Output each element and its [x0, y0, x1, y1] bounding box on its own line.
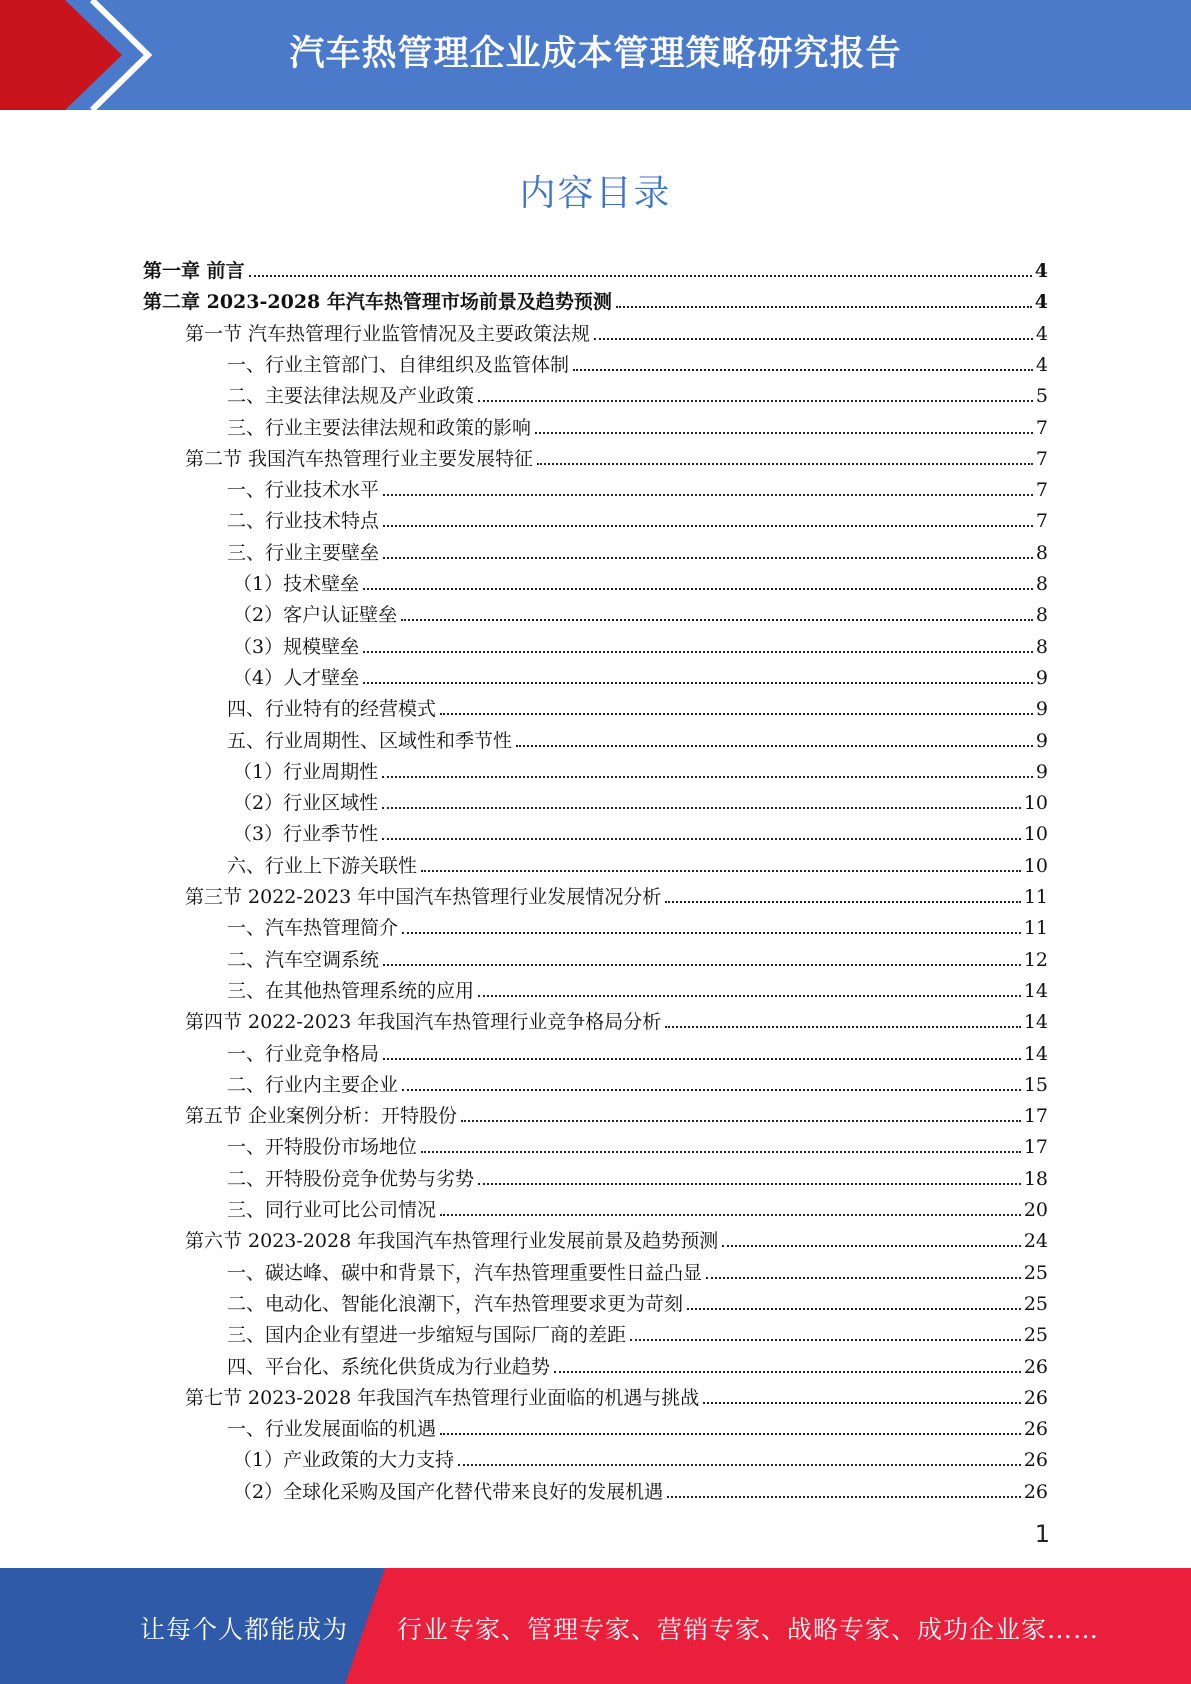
toc-entry-label: （3）行业季节性 [233, 823, 379, 846]
toc-dot-leader [363, 588, 1033, 590]
toc-entry-label: 第六节 2023-2028 年我国汽车热管理行业发展前景及趋势预测 [185, 1230, 719, 1253]
toc-entry-label: 二、开特股份竞争优势与劣势 [227, 1167, 475, 1190]
toc-subsection-entry[interactable] [233, 598, 1048, 626]
toc-dot-leader [382, 838, 1021, 840]
toc-subsection-entry[interactable] [227, 943, 1048, 971]
toc-subsection-entry[interactable] [233, 1475, 1048, 1503]
toc-entry-page: 8 [1035, 573, 1048, 595]
toc-dot-leader [402, 932, 1021, 934]
toc-entry-page: 20 [1023, 1199, 1048, 1221]
toc-entry-page: 26 [1023, 1480, 1048, 1503]
toc-subsection-entry[interactable] [227, 504, 1048, 532]
toc-dot-leader [382, 807, 1021, 809]
toc-dot-leader [616, 306, 1032, 308]
toc-entry-label: 第五节 企业案例分析：开特股份 [185, 1105, 458, 1128]
toc-entry-page: 9 [1035, 760, 1048, 783]
toc-subsection-entry[interactable] [227, 1037, 1048, 1065]
toc-dot-leader [478, 995, 1021, 997]
toc-subsection-entry[interactable] [227, 974, 1048, 1002]
toc-entry-label: 四、平台化、系统化供货成为行业趋势 [227, 1355, 551, 1378]
toc-entry-page: 10 [1023, 792, 1048, 815]
toc-subsection-entry[interactable] [227, 849, 1048, 877]
toc-chapter-entry[interactable] [143, 285, 1048, 313]
toc-entry-page: 9 [1035, 666, 1048, 689]
toc-entry-label: 二、主要法律法规及产业政策 [227, 385, 475, 408]
toc-entry-page: 12 [1023, 948, 1048, 971]
toc-subsection-entry[interactable] [227, 692, 1048, 720]
toc-subsection-entry[interactable] [227, 411, 1048, 439]
toc-entry-label: 第二节 我国汽车热管理行业主要发展特征 [185, 447, 534, 470]
toc-entry-label: 第一章 前言 [143, 260, 245, 282]
toc-subsection-entry[interactable] [227, 1068, 1048, 1096]
toc-dot-leader [383, 525, 1033, 527]
toc-chapter-entry[interactable] [143, 254, 1048, 282]
toc-dot-leader [554, 1371, 1021, 1373]
toc-heading: 内容目录 [519, 173, 672, 214]
toc-entry-label: （1）行业周期性 [233, 760, 379, 783]
toc-dot-leader [383, 964, 1021, 966]
toc-dot-leader [703, 1402, 1021, 1404]
toc-subsection-entry[interactable] [227, 724, 1048, 752]
toc-entry-page: 25 [1023, 1292, 1048, 1315]
toc-entry-label: 二、行业内主要企业 [227, 1073, 399, 1096]
toc-entry-page: 4 [1035, 353, 1048, 376]
toc-dot-leader [667, 1496, 1021, 1498]
toc-entry-label: （4）人才壁垒 [233, 666, 360, 689]
toc-entry-page: 26 [1023, 1355, 1048, 1378]
toc-entry-page: 11 [1023, 917, 1048, 940]
toc-entry-page: 7 [1035, 447, 1048, 470]
toc-entry-label: 一、行业技术水平 [227, 479, 380, 502]
toc-dot-leader [421, 1151, 1021, 1153]
toc-subsection-entry[interactable] [233, 786, 1048, 814]
toc-entry-page: 4 [1034, 260, 1048, 282]
toc-entry-label: （2）全球化采购及国产化替代带来良好的发展机遇 [233, 1480, 664, 1503]
toc-entry-page: 15 [1023, 1073, 1048, 1096]
toc-entry-page: 14 [1023, 1011, 1048, 1034]
toc-dot-leader [363, 682, 1033, 684]
toc-entry-page: 7 [1035, 416, 1048, 439]
toc-entry-page: 26 [1023, 1386, 1048, 1409]
toc-dot-leader [687, 1308, 1021, 1310]
footer-slogan-right: 行业专家、管理专家、营销专家、战略专家、成功企业家…… [397, 1615, 1100, 1644]
toc-subsection-entry[interactable] [233, 630, 1048, 658]
toc-dot-leader [722, 1245, 1021, 1247]
toc-entry-page: 7 [1035, 510, 1048, 533]
toc-subsection-entry[interactable] [227, 1287, 1048, 1315]
toc-entry-label: 第七节 2023-2028 年我国汽车热管理行业面临的机遇与挑战 [185, 1386, 700, 1409]
toc-entry-label: 三、行业主要壁垒 [227, 541, 380, 564]
toc-entry-page: 5 [1035, 385, 1048, 408]
toc-entry-label: 三、国内企业有望进一步缩短与国际厂商的差距 [227, 1324, 627, 1347]
toc-dot-leader [383, 1058, 1021, 1060]
toc-subsection-entry[interactable] [227, 1162, 1048, 1190]
toc-entry-page: 7 [1035, 479, 1048, 502]
toc-subsection-entry[interactable] [227, 1350, 1048, 1378]
toc-entry-label: 五、行业周期性、区域性和季节性 [227, 729, 513, 752]
toc-entry-label: 一、开特股份市场地位 [227, 1136, 418, 1159]
toc-dot-leader [535, 432, 1033, 434]
toc-dot-leader [516, 745, 1033, 747]
toc-entry-label: 二、行业技术特点 [227, 510, 380, 533]
toc-entry-page: 14 [1023, 979, 1048, 1002]
toc-dot-leader [478, 1183, 1021, 1185]
page-number: 1 [1034, 1520, 1050, 1548]
toc-entry-page: 26 [1023, 1418, 1048, 1441]
toc-dot-leader [478, 400, 1033, 402]
toc-subsection-entry[interactable] [233, 661, 1048, 689]
toc-entry-label: 一、行业竞争格局 [227, 1042, 380, 1065]
toc-entry-page: 11 [1023, 886, 1048, 908]
toc-subsection-entry[interactable] [227, 379, 1048, 407]
toc-dot-leader [383, 494, 1033, 496]
toc-subsection-entry[interactable] [227, 1412, 1048, 1440]
toc-dot-leader [594, 338, 1033, 340]
toc-dot-leader [665, 901, 1021, 903]
footer-banner [0, 1568, 1191, 1684]
toc-entry-label: 一、行业发展面临的机遇 [227, 1418, 437, 1441]
toc-entry-label: （1）产业政策的大力支持 [233, 1449, 455, 1472]
report-title: 汽车热管理企业成本管理策略研究报告 [289, 34, 902, 74]
toc-entry-label: 第一节 汽车热管理行业监管情况及主要政策法规 [185, 322, 591, 345]
toc-dot-leader [573, 369, 1033, 371]
toc-subsection-entry[interactable] [227, 348, 1048, 376]
toc-entry-page: 26 [1023, 1449, 1048, 1472]
toc-entry-label: 第四节 2022-2023 年我国汽车热管理行业竞争格局分析 [185, 1011, 662, 1034]
toc-subsection-entry[interactable] [227, 911, 1048, 939]
toc-subsection-entry[interactable] [227, 1193, 1048, 1221]
toc-entry-page: 9 [1035, 698, 1048, 721]
toc-entry-label: 第二章 2023-2028 年汽车热管理市场前景及趋势预测 [143, 291, 612, 314]
toc-entry-page: 17 [1023, 1136, 1048, 1159]
toc-entry-page: 25 [1023, 1261, 1048, 1284]
toc-subsection-entry[interactable] [233, 567, 1048, 595]
toc-entry-label: （1）技术壁垒 [233, 573, 360, 595]
toc-subsection-entry[interactable] [233, 817, 1048, 845]
toc-dot-leader [461, 1120, 1021, 1122]
toc-entry-page: 24 [1023, 1230, 1048, 1253]
footer-slogan-left: 让每个人都能成为 [140, 1615, 349, 1644]
toc-dot-leader [458, 1464, 1021, 1466]
toc-entry-label: 六、行业上下游关联性 [227, 854, 418, 877]
toc-section-entry[interactable] [185, 442, 1048, 470]
toc-entry-label: 四、行业特有的经营模式 [227, 698, 437, 721]
toc-entry-page: 4 [1034, 291, 1048, 314]
toc-subsection-entry[interactable] [227, 1130, 1048, 1158]
toc-entry-label: （2）行业区域性 [233, 792, 379, 815]
toc-entry-page: 9 [1035, 729, 1048, 752]
toc-section-entry[interactable] [185, 1005, 1048, 1033]
toc-entry-label: 第三节 2022-2023 年中国汽车热管理行业发展情况分析 [185, 886, 662, 908]
toc-entry-page: 10 [1023, 823, 1048, 846]
toc-entry-page: 17 [1023, 1105, 1048, 1128]
toc-entry-label: 三、同行业可比公司情况 [227, 1199, 437, 1221]
toc-entry-label: 一、汽车热管理简介 [227, 917, 399, 940]
toc-entry-page: 18 [1023, 1167, 1048, 1190]
toc-entry-label: 一、行业主管部门、自律组织及监管体制 [227, 353, 570, 376]
toc-subsection-entry[interactable] [227, 1256, 1048, 1284]
toc-section-entry[interactable] [185, 1099, 1048, 1127]
toc-entry-page: 8 [1035, 541, 1048, 564]
toc-entry-label: （3）规模壁垒 [233, 635, 360, 658]
toc-entry-label: 三、行业主要法律法规和政策的影响 [227, 416, 532, 439]
toc-entry-page: 8 [1035, 604, 1048, 627]
toc-subsection-entry[interactable] [233, 1443, 1048, 1471]
toc-dot-leader [382, 776, 1033, 778]
header-banner [0, 0, 1191, 110]
toc-entry-page: 10 [1023, 854, 1048, 877]
toc-dot-leader [421, 870, 1021, 872]
toc-dot-leader [630, 1339, 1021, 1341]
toc-dot-leader [706, 1277, 1021, 1279]
toc-dot-leader [537, 463, 1033, 465]
toc-dot-leader [401, 619, 1033, 621]
toc-entry-label: 三、在其他热管理系统的应用 [227, 979, 475, 1002]
toc-entry-page: 8 [1035, 635, 1048, 658]
toc-subsection-entry[interactable] [227, 1318, 1048, 1346]
toc-section-entry[interactable] [185, 880, 1048, 908]
toc-section-entry[interactable] [185, 1381, 1048, 1409]
toc-subsection-entry[interactable] [233, 755, 1048, 783]
toc-entry-page: 4 [1035, 322, 1048, 345]
toc-dot-leader [440, 1433, 1021, 1435]
toc-dot-leader [249, 275, 1032, 277]
toc-section-entry[interactable] [185, 1224, 1048, 1252]
toc-section-entry[interactable] [185, 317, 1048, 345]
toc-entry-page: 14 [1023, 1042, 1048, 1065]
toc-entry-label: 二、汽车空调系统 [227, 948, 380, 971]
toc-entry-label: （2）客户认证壁垒 [233, 604, 398, 627]
toc-entry-label: 一、碳达峰、碳中和背景下，汽车热管理重要性日益凸显 [227, 1261, 703, 1284]
toc-dot-leader [363, 651, 1033, 653]
toc-dot-leader [402, 1089, 1021, 1091]
toc-dot-leader [383, 557, 1033, 559]
toc-entry-label: 二、电动化、智能化浪潮下，汽车热管理要求更为苛刻 [227, 1292, 684, 1315]
toc-subsection-entry[interactable] [227, 536, 1048, 564]
toc-entry-page: 25 [1023, 1324, 1048, 1347]
toc-dot-leader [665, 1026, 1021, 1028]
toc-dot-leader [440, 1214, 1021, 1216]
toc-dot-leader [440, 713, 1033, 715]
toc-subsection-entry[interactable] [227, 473, 1048, 501]
